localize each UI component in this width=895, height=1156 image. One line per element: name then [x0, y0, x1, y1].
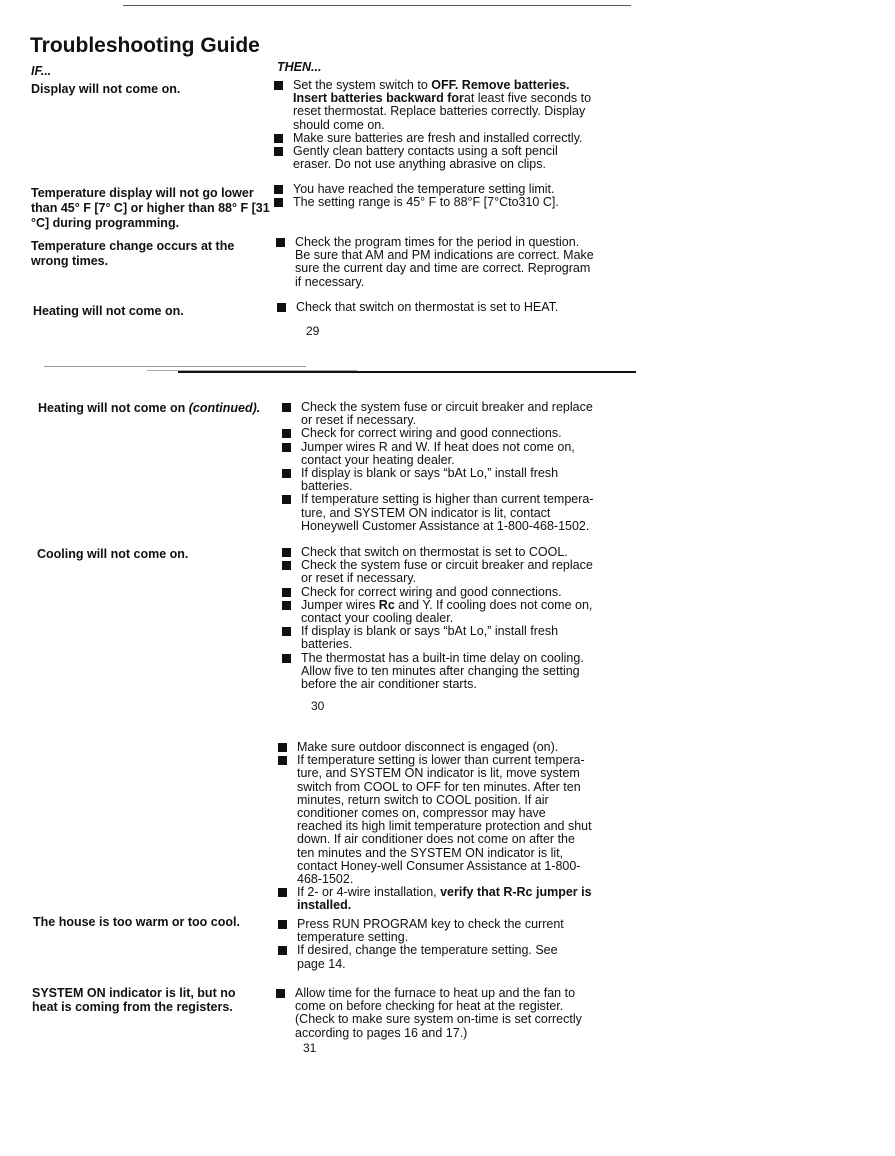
bullet-square-icon: [282, 627, 291, 636]
remedy-text: If display is blank or says “bAt Lo,” install fresh batteries.: [301, 466, 559, 494]
remedy-text: Check the system fuse or circuit breaker and replace or reset if necessary.: [301, 400, 593, 428]
condition-display-not-on: Display will not come on.: [31, 82, 181, 96]
remedy-list: [278, 741, 594, 913]
remedy-text: If display is blank or says “bAt Lo,” install fresh batteries.: [301, 624, 559, 652]
bullet-square-icon: [274, 81, 283, 90]
condition-system-on-no-heat: SYSTEM ON indicator is lit, but no heat is coming from the registers.: [32, 986, 236, 1014]
remedy-list: [274, 79, 594, 171]
remedy-item: [278, 886, 594, 912]
bullet-square-icon: [274, 198, 283, 207]
bullet-square-icon: [278, 920, 287, 929]
bullet-square-icon: [274, 185, 283, 194]
remedy-text: Gently clean battery contacts using a soft pencil eraser. Do not use anything abrasive on clips.: [293, 144, 558, 172]
remedy-text: Check the system fuse or circuit breaker and replace or reset if necessary.: [301, 558, 593, 586]
condition-house-temperature: The house is too warm or too cool.: [33, 915, 240, 929]
remedy-text: Make sure batteries are fresh and installed correctly.: [293, 130, 583, 145]
remedy-item: [282, 493, 594, 533]
bullet-square-icon: [282, 601, 291, 610]
bullet-square-icon: [278, 888, 287, 897]
remedy-text: and Y. If cooling does not come on, contact your cooling dealer.: [301, 597, 593, 626]
remedy-text: Check for correct wiring and good connections.: [301, 426, 562, 441]
bullet-square-icon: [282, 469, 291, 478]
remedy-list: [277, 301, 597, 314]
condition-temperature-limit: Temperature display will not go lower than 45° F [7° C] or higher than 88° F [31 °C] during programming.: [31, 186, 270, 230]
condition-cooling-not-on: Cooling will not come on.: [37, 547, 189, 561]
bullet-square-icon: [282, 495, 291, 504]
if-column-heading: IF...: [31, 64, 52, 78]
page-number: 29: [306, 324, 320, 338]
bullet-square-icon: [278, 743, 287, 752]
remedy-item: [282, 441, 594, 467]
remedy-list: [274, 183, 594, 209]
remedy-text: If desired, change the temperature setting. See page 14.: [297, 943, 558, 971]
page-divider-heavy: [178, 371, 636, 373]
remedy-list: [282, 401, 594, 533]
remedy-item: [274, 196, 594, 209]
remedy-item: [277, 301, 597, 314]
remedy-text: Check that switch on thermostat is set to HEAT.: [296, 300, 559, 314]
bullet-square-icon: [278, 946, 287, 955]
remedy-text: at least five seconds to reset thermostat. Replace batteries correctly. Display should come on.: [293, 91, 592, 132]
bullet-square-icon: [282, 654, 291, 663]
remedy-text: Make sure outdoor disconnect is engaged (on).: [297, 740, 559, 754]
condition-text: Heating will not come on: [38, 401, 186, 415]
remedy-text: Jumper wires: [301, 597, 379, 612]
remedy-text: If temperature setting is higher than current tempera-ture, and SYSTEM ON indicator is lit, contact Honeywell Customer Assistance at 1-800-468-1502.: [301, 492, 594, 533]
remedy-text: verify that R-Rc jumper is installed.: [297, 885, 592, 913]
condition-wrong-times: Temperature change occurs at the wrong times.: [31, 239, 235, 268]
bullet-square-icon: [274, 147, 283, 156]
remedy-item: [276, 236, 594, 289]
bullet-square-icon: [282, 548, 291, 557]
remedy-text: Set the system switch to: [293, 78, 432, 92]
remedy-text: The setting range is 45° F to 88°F [7°Cto310 C].: [293, 195, 559, 210]
remedy-item: [276, 987, 582, 1040]
bullet-square-icon: [282, 403, 291, 412]
remedy-text: Check for correct wiring and good connections.: [301, 584, 562, 599]
remedy-text: Allow time for the furnace to heat up and the fan to come on before checking for heat at the register. (Check to make sure system on-time is set correctly according to pages 16 and 17.): [295, 986, 582, 1040]
remedy-item: [282, 559, 594, 585]
bullet-square-icon: [282, 429, 291, 438]
remedy-item: [278, 754, 594, 886]
remedy-item: [282, 467, 594, 493]
remedy-text: Check the program times for the period in question. Be sure that AM and PM indications are correct. Make sure the current day and time are correct. Reprogram if necessary.: [295, 235, 594, 289]
remedy-item: [282, 652, 594, 692]
bullet-square-icon: [276, 238, 285, 247]
page-number: 30: [311, 699, 325, 713]
bullet-square-icon: [282, 561, 291, 570]
page-divider-thin: [44, 366, 306, 367]
remedy-text: OFF. Remove batteries. Insert batteries backward for: [293, 78, 570, 106]
bullet-square-icon: [278, 756, 287, 765]
remedy-item: [282, 625, 594, 651]
remedy-list: [276, 236, 594, 289]
top-rule: [123, 5, 631, 6]
remedy-text: If 2- or 4-wire installation,: [297, 885, 441, 900]
bullet-square-icon: [274, 134, 283, 143]
remedy-item: [274, 79, 594, 132]
page-title: Troubleshooting Guide: [30, 34, 260, 57]
condition-heating-continued: [38, 401, 288, 416]
remedy-list: [278, 918, 578, 971]
remedy-text: You have reached the temperature setting limit.: [293, 182, 555, 196]
remedy-list: [282, 546, 594, 691]
remedy-item: [282, 599, 594, 625]
remedy-item: [274, 145, 594, 171]
bullet-square-icon: [277, 303, 286, 312]
remedy-text: Rc: [378, 597, 395, 612]
bullet-square-icon: [282, 588, 291, 597]
page-number: 31: [303, 1041, 317, 1055]
remedy-text: Jumper wires R and W. If heat does not come on, contact your heating dealer.: [301, 439, 575, 467]
remedy-item: [282, 401, 594, 427]
remedy-text: Press RUN PROGRAM key to check the current temperature setting.: [297, 917, 564, 945]
bullet-square-icon: [276, 989, 285, 998]
remedy-item: [278, 918, 578, 944]
remedy-item: [278, 944, 578, 970]
remedy-text: If temperature setting is lower than current tempera-ture, and SYSTEM ON indicator is lit, move system switch from COOL to OFF for ten minutes. After ten minutes, return switch to COOL position. If air conditioner comes on, compressor may have reached its high limit temperature protection and shut down. If air conditioner does not come on after the ten minutes and the SYSTEM ON indicator is lit, contact Honey-well Consumer Assistance at 1-800-468-1502.: [297, 753, 592, 887]
condition-heating-not-on: Heating will not come on.: [33, 304, 184, 318]
continued-note: (continued).: [188, 401, 261, 415]
then-column-heading: THEN...: [277, 60, 322, 74]
bullet-square-icon: [282, 443, 291, 452]
remedy-text: The thermostat has a built-in time delay on cooling. Allow five to ten minutes after changing the setting before the air conditioner starts.: [301, 650, 584, 692]
remedy-list: [276, 987, 582, 1040]
remedy-text: Check that switch on thermostat is set to COOL.: [301, 545, 568, 559]
